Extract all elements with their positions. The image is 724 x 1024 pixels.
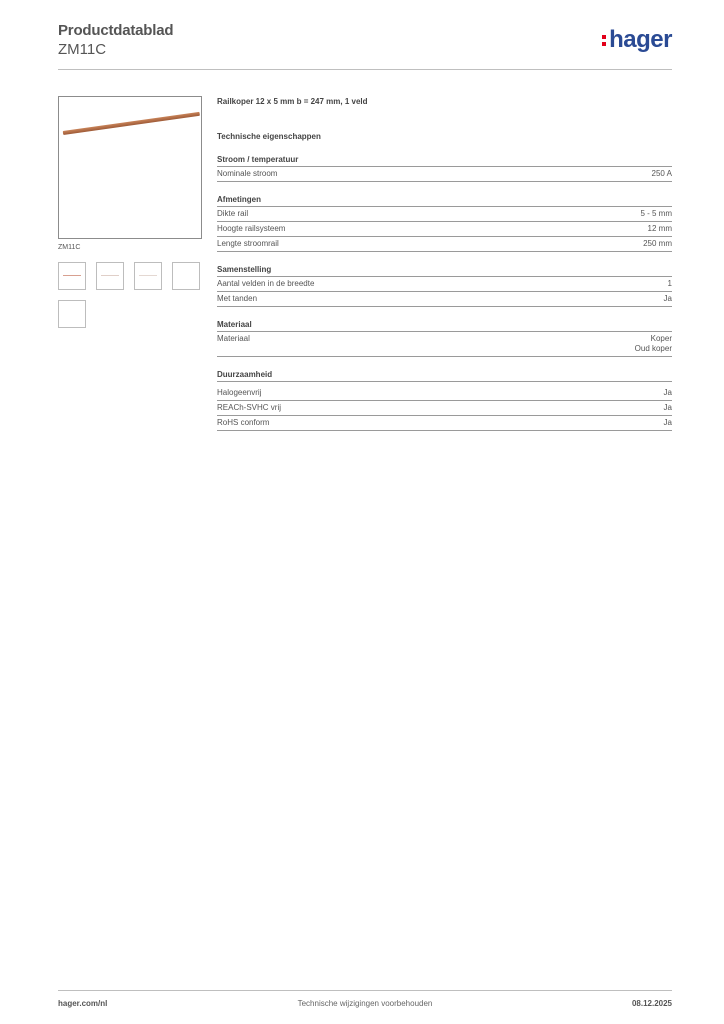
spec-row [217, 222, 672, 237]
image-caption: ZM11C [58, 244, 81, 251]
spec-row [217, 167, 672, 182]
hager-logo [602, 28, 672, 52]
page-header [58, 20, 672, 70]
spec-label: Hoogte railsysteem [217, 224, 286, 233]
section-current-temperature [217, 155, 672, 182]
spec-value: Ja [663, 294, 672, 303]
spec-value: Oud koper [634, 344, 672, 353]
section-title: Stroom / temperatuur [217, 155, 672, 167]
section-sustainability [217, 370, 672, 431]
spec-label: RoHS conform [217, 418, 270, 427]
spec-row [217, 237, 672, 252]
product-code: ZM11C [58, 41, 107, 58]
section-title: Samenstelling [217, 265, 672, 277]
spec-label: Met tanden [217, 294, 258, 303]
footer-website-link[interactable]: hager.com/nl [58, 999, 108, 1008]
logo-text: hager [609, 26, 672, 53]
spec-row [217, 416, 672, 431]
spec-label: Aantal velden in de breedte [217, 279, 315, 288]
thumbnail-2[interactable] [96, 262, 124, 290]
spec-label: REACh-SVHC vrij [217, 403, 282, 412]
spec-value: 1 [667, 279, 672, 288]
spec-value: Koper [650, 334, 672, 343]
section-title: Duurzaamheid [217, 370, 672, 382]
page-footer [58, 990, 672, 1008]
spec-row [217, 401, 672, 416]
spec-value-group [635, 334, 672, 354]
thumbnail-4[interactable] [172, 262, 200, 290]
section-dimensions [217, 195, 672, 252]
spec-label: Dikte rail [217, 209, 249, 218]
thumbnail-3[interactable] [134, 262, 162, 290]
spec-label: Nominale stroom [217, 169, 278, 178]
spec-row [217, 292, 672, 307]
spec-row [217, 277, 672, 292]
copper-rail-image [63, 112, 200, 135]
footer-disclaimer: Technische wijzigingen voorbehouden [297, 999, 433, 1008]
footer-date: 08.12.2025 [631, 999, 672, 1008]
spec-value: 12 mm [647, 224, 672, 233]
section-material [217, 320, 672, 357]
thumbnail-5[interactable] [58, 300, 86, 328]
spec-value: 5 - 5 mm [640, 209, 672, 218]
spec-label: Materiaal [217, 334, 250, 343]
logo-mark-icon [602, 35, 606, 46]
product-main-image[interactable] [58, 96, 202, 239]
thumbnail-1[interactable] [58, 262, 86, 290]
spec-label: Lengte stroomrail [217, 239, 279, 248]
spec-value: Ja [663, 418, 672, 427]
spec-row [217, 332, 672, 357]
image-column [58, 96, 202, 251]
spec-value: 250 mm [643, 239, 672, 248]
technical-properties-heading: Technische eigenschappen [217, 132, 321, 141]
spec-row [217, 207, 672, 222]
document-title: Productdatablad [58, 22, 174, 39]
spec-row [217, 386, 672, 401]
section-title: Materiaal [217, 320, 672, 332]
section-title: Afmetingen [217, 195, 672, 207]
spec-value: Ja [663, 403, 672, 412]
specifications-column [217, 97, 672, 431]
section-composition [217, 265, 672, 307]
spec-label: Halogeenvrij [217, 388, 262, 397]
spec-value: Ja [663, 388, 672, 397]
product-description: Railkoper 12 x 5 mm b = 247 mm, 1 veld [217, 97, 368, 106]
spec-value: 250 A [651, 169, 672, 178]
